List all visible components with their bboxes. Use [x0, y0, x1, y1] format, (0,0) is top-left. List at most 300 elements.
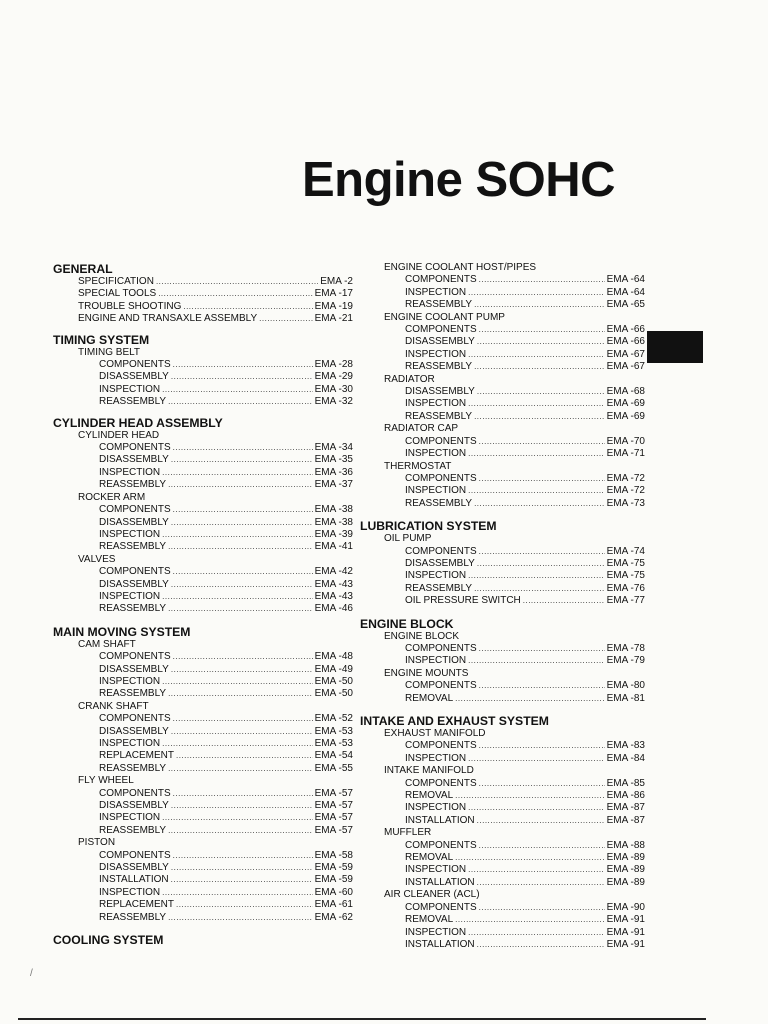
toc-section: [53, 333, 353, 409]
scan-mark: /: [30, 968, 33, 979]
entry-page-number: EMA -68: [606, 386, 645, 398]
entry-label: REASSEMBLY: [99, 396, 167, 408]
dot-leader: [173, 566, 313, 578]
dot-leader: [171, 800, 313, 812]
subsection-title: EXHAUST MANIFOLD: [384, 728, 486, 739]
dot-leader: [168, 603, 313, 615]
dot-leader: [477, 336, 605, 348]
entry-page-number: EMA -73: [606, 497, 645, 509]
dot-leader: [173, 442, 313, 454]
entry-label: COMPONENTS: [99, 566, 171, 578]
subsection-title: TIMING BELT: [78, 346, 141, 358]
entry-label: COMPONENTS: [405, 901, 477, 913]
dot-leader: [173, 651, 313, 663]
entry-page-number: EMA -66: [606, 324, 645, 336]
entry-label: INSPECTION: [405, 570, 467, 582]
entry-label: COMPONENTS: [405, 839, 477, 851]
entry-label: INSPECTION: [405, 348, 467, 360]
toc-entry[interactable]: [53, 529, 353, 541]
entry-label: COMPONENTS: [405, 435, 477, 447]
toc-entry[interactable]: [360, 753, 645, 765]
toc-entry[interactable]: [360, 570, 645, 582]
toc-entry[interactable]: [360, 349, 645, 361]
toc-entry[interactable]: [53, 454, 353, 466]
entry-page-number: EMA -89: [606, 852, 645, 864]
entry-label: INSPECTION: [99, 466, 161, 478]
dot-leader: [479, 778, 605, 790]
toc-section: [360, 714, 645, 951]
dot-leader: [468, 287, 605, 299]
toc-entry[interactable]: [360, 398, 645, 410]
toc-entry[interactable]: [53, 313, 353, 325]
entry-label: REASSEMBLY: [405, 410, 473, 422]
toc-section: [360, 617, 645, 705]
dot-leader: [162, 467, 313, 479]
toc-entry[interactable]: [360, 840, 645, 852]
entry-label: COMPONENTS: [99, 787, 171, 799]
subsection-title: CRANK SHAFT: [78, 700, 149, 712]
entry-label: INSPECTION: [99, 528, 161, 540]
entry-label: REASSEMBLY: [405, 299, 473, 311]
entry-label: INSPECTION: [405, 448, 467, 460]
toc-entry[interactable]: [53, 504, 353, 516]
dot-leader: [168, 479, 313, 491]
entry-page-number: EMA -36: [314, 466, 353, 478]
dot-leader: [479, 643, 605, 655]
entry-label: COMPONENTS: [99, 359, 171, 371]
toc-entry[interactable]: [53, 566, 353, 578]
dot-leader: [156, 276, 318, 288]
entry-label: COMPONENTS: [405, 740, 477, 752]
dot-leader: [171, 579, 313, 591]
subsection-title: VALVES: [78, 553, 116, 565]
entry-label: INSPECTION: [99, 812, 161, 824]
entry-label: DISASSEMBLY: [99, 800, 169, 812]
section-title: COOLING SYSTEM: [53, 933, 164, 948]
toc-entry[interactable]: [53, 467, 353, 479]
dot-leader: [173, 788, 313, 800]
subsection-title: RADIATOR CAP: [384, 423, 459, 435]
entry-page-number: EMA -91: [606, 938, 645, 950]
entry-label: REASSEMBLY: [99, 762, 167, 774]
entry-page-number: EMA -89: [606, 876, 645, 888]
dot-leader: [173, 713, 313, 725]
dot-leader: [168, 688, 313, 700]
toc-section: [53, 625, 353, 924]
entry-page-number: EMA -76: [606, 582, 645, 594]
toc-entry[interactable]: [360, 546, 645, 558]
toc-entry[interactable]: [360, 655, 645, 667]
entry-label: COMPONENTS: [99, 504, 171, 516]
entry-label: DISASSEMBLY: [99, 371, 169, 383]
entry-page-number: EMA -75: [606, 557, 645, 569]
entry-page-number: EMA -64: [606, 274, 645, 286]
dot-leader: [171, 371, 313, 383]
subsection-title: ENGINE MOUNTS: [384, 667, 469, 679]
entry-page-number: EMA -83: [606, 740, 645, 752]
entry-label: INSPECTION: [405, 286, 467, 298]
entry-page-number: EMA -37: [314, 479, 353, 491]
dot-leader: [455, 693, 604, 705]
entry-page-number: EMA -32: [314, 396, 353, 408]
toc-entry[interactable]: [53, 738, 353, 750]
entry-label: REASSEMBLY: [99, 479, 167, 491]
toc-entry[interactable]: [360, 411, 645, 423]
toc-entry[interactable]: [53, 651, 353, 663]
toc-entry[interactable]: [360, 448, 645, 460]
toc-entry[interactable]: [53, 676, 353, 688]
section-title: CYLINDER HEAD ASSEMBLY: [53, 415, 223, 430]
toc-entry[interactable]: [360, 778, 645, 790]
entry-page-number: EMA -48: [314, 651, 353, 663]
entry-page-number: EMA -89: [606, 864, 645, 876]
entry-page-number: EMA -67: [606, 361, 645, 373]
entry-page-number: EMA -29: [314, 371, 353, 383]
entry-label: INSTALLATION: [405, 938, 475, 950]
entry-page-number: EMA -72: [606, 485, 645, 497]
dot-leader: [523, 595, 605, 607]
entry-page-number: EMA -39: [314, 528, 353, 540]
toc-entry[interactable]: [360, 324, 645, 336]
entry-page-number: EMA -58: [314, 849, 353, 861]
dot-leader: [168, 763, 313, 775]
entry-page-number: EMA -38: [314, 516, 353, 528]
dot-leader: [468, 927, 605, 939]
toc-entry[interactable]: [360, 498, 645, 510]
toc-entry[interactable]: [360, 864, 645, 876]
entry-page-number: EMA -57: [314, 812, 353, 824]
toc-entry[interactable]: [53, 788, 353, 800]
entry-page-number: EMA -71: [606, 448, 645, 460]
subsection-title: MUFFLER: [384, 827, 432, 839]
toc-entry[interactable]: [53, 276, 353, 288]
entry-page-number: EMA -74: [606, 545, 645, 557]
entry-page-number: EMA -64: [606, 286, 645, 298]
dot-leader: [468, 802, 605, 814]
entry-page-number: EMA -80: [606, 680, 645, 692]
entry-page-number: EMA -53: [314, 738, 353, 749]
entry-label: INSPECTION: [405, 926, 467, 938]
dot-leader: [468, 485, 605, 497]
toc-entry[interactable]: [53, 579, 353, 591]
subsection-title: PISTON: [78, 837, 116, 849]
entry-page-number: EMA -43: [314, 578, 353, 590]
entry-label: COMPONENTS: [405, 680, 477, 692]
toc-entry[interactable]: [360, 473, 645, 485]
toc-entry[interactable]: [53, 384, 353, 396]
entry-page-number: EMA -62: [314, 911, 353, 923]
dot-leader: [173, 504, 313, 516]
toc-entry[interactable]: [360, 595, 645, 607]
subsection-title: ENGINE COOLANT PUMP: [384, 311, 505, 323]
toc-right-column: [360, 262, 645, 951]
entry-page-number: EMA -50: [314, 675, 353, 687]
dot-leader: [479, 840, 605, 852]
toc-entry[interactable]: [53, 726, 353, 738]
toc-entry[interactable]: [53, 887, 353, 899]
entry-label: REASSEMBLY: [405, 582, 473, 594]
dot-leader: [171, 862, 313, 874]
entry-page-number: EMA -87: [606, 802, 645, 814]
toc-entry[interactable]: [360, 558, 645, 570]
dot-leader: [468, 753, 605, 765]
dot-leader: [474, 411, 605, 423]
entry-label: REMOVAL: [405, 692, 454, 704]
dot-leader: [171, 664, 313, 676]
entry-label: INSPECTION: [99, 675, 161, 687]
toc-entry[interactable]: [53, 688, 353, 700]
toc-entry[interactable]: [53, 800, 353, 812]
dot-leader: [479, 680, 605, 692]
entry-label: DISASSEMBLY: [99, 454, 169, 466]
dot-leader: [468, 655, 605, 667]
subsection-title: AIR CLEANER (ACL): [384, 889, 480, 901]
dot-leader: [162, 591, 313, 603]
subsection-title: ENGINE BLOCK: [384, 630, 460, 642]
dot-leader: [477, 558, 605, 570]
entry-page-number: EMA -54: [314, 750, 353, 762]
entry-page-number: EMA -57: [314, 824, 353, 836]
entry-page-number: EMA -65: [606, 299, 645, 311]
page-title: Engine SOHC: [302, 153, 616, 207]
dot-leader: [455, 852, 604, 864]
dot-leader: [158, 288, 312, 300]
toc-entry[interactable]: [53, 479, 353, 491]
toc-section: [53, 933, 353, 947]
toc-entry[interactable]: [360, 643, 645, 655]
dot-leader: [479, 546, 605, 558]
entry-page-number: EMA -78: [606, 642, 645, 654]
toc-entry[interactable]: [53, 874, 353, 886]
entry-page-number: EMA -86: [606, 790, 645, 802]
dot-leader: [162, 887, 313, 899]
dot-leader: [468, 349, 605, 361]
dot-leader: [477, 386, 605, 398]
dot-leader: [259, 313, 313, 325]
dot-leader: [479, 740, 605, 752]
toc-entry[interactable]: [53, 862, 353, 874]
entry-label: INSTALLATION: [99, 874, 169, 886]
toc-entry[interactable]: [360, 802, 645, 814]
toc-entry[interactable]: [53, 603, 353, 615]
subsection-title: OIL PUMP: [384, 533, 432, 545]
entry-page-number: EMA -75: [606, 570, 645, 582]
entry-page-number: EMA -77: [606, 595, 645, 607]
dot-leader: [468, 448, 605, 460]
dot-leader: [479, 436, 605, 448]
toc-entry[interactable]: [360, 336, 645, 348]
entry-label: INSPECTION: [405, 485, 467, 497]
entry-label: SPECIAL TOOLS: [78, 288, 157, 300]
toc-entry[interactable]: [360, 740, 645, 752]
dot-leader: [479, 274, 605, 286]
subsection-title: FLY WHEEL: [78, 775, 134, 787]
entry-page-number: EMA -66: [606, 336, 645, 348]
section-title: TIMING SYSTEM: [53, 332, 150, 347]
toc-entry[interactable]: [360, 815, 645, 827]
toc-entry[interactable]: [360, 939, 645, 951]
subsection-title: INTAKE MANIFOLD: [384, 765, 474, 777]
toc-entry[interactable]: [360, 299, 645, 311]
subsection-title: RADIATOR: [384, 373, 435, 385]
toc-entry[interactable]: [53, 850, 353, 862]
toc-entry[interactable]: [360, 436, 645, 448]
entry-label: REASSEMBLY: [99, 688, 167, 700]
toc-entry[interactable]: [53, 912, 353, 924]
dot-leader: [176, 750, 313, 762]
toc-entry[interactable]: [360, 274, 645, 286]
dot-leader: [455, 914, 604, 926]
entry-label: INSPECTION: [405, 864, 467, 876]
toc-entry[interactable]: [360, 790, 645, 802]
entry-page-number: EMA -30: [314, 383, 353, 395]
section-tab-marker: [647, 331, 703, 363]
entry-page-number: EMA -53: [314, 725, 353, 737]
entry-label: INSTALLATION: [405, 876, 475, 888]
dot-leader: [168, 825, 313, 837]
section-title: INTAKE AND EXHAUST SYSTEM: [360, 714, 549, 728]
entry-page-number: EMA -50: [314, 688, 353, 700]
entry-label: OIL PRESSURE SWITCH: [405, 595, 521, 607]
dot-leader: [477, 877, 605, 889]
entry-label: COMPONENTS: [405, 642, 477, 654]
entry-page-number: EMA -28: [314, 359, 353, 371]
toc-entry[interactable]: [360, 877, 645, 889]
entry-label: DISASSEMBLY: [99, 725, 169, 737]
toc-entry[interactable]: [360, 914, 645, 926]
toc-entry[interactable]: [360, 852, 645, 864]
entry-label: COMPONENTS: [99, 651, 171, 663]
toc-entry[interactable]: [53, 591, 353, 603]
toc-entry[interactable]: [360, 386, 645, 398]
dot-leader: [162, 676, 313, 688]
entry-label: DISASSEMBLY: [405, 557, 475, 569]
entry-page-number: EMA -17: [314, 288, 353, 300]
toc-entry[interactable]: [360, 902, 645, 914]
dot-leader: [455, 790, 604, 802]
entry-page-number: EMA -57: [314, 787, 353, 799]
bottom-rule: [18, 1018, 706, 1020]
dot-leader: [168, 396, 313, 408]
dot-leader: [477, 939, 605, 951]
entry-page-number: EMA -60: [314, 886, 353, 898]
entry-label: REASSEMBLY: [99, 603, 167, 615]
toc-section: [53, 416, 353, 616]
toc-entry[interactable]: [360, 680, 645, 692]
toc-entry[interactable]: [53, 371, 353, 383]
toc-entry[interactable]: [53, 899, 353, 911]
dot-leader: [474, 361, 605, 373]
entry-page-number: EMA -69: [606, 398, 645, 410]
entry-label: INSPECTION: [405, 752, 467, 764]
toc-entry[interactable]: [53, 825, 353, 837]
entry-page-number: EMA -91: [606, 926, 645, 938]
entry-page-number: EMA -72: [606, 472, 645, 484]
toc-entry[interactable]: [360, 287, 645, 299]
subsection-title: CAM SHAFT: [78, 638, 136, 650]
entry-page-number: EMA -59: [314, 874, 353, 886]
entry-page-number: EMA -35: [314, 454, 353, 466]
dot-leader: [168, 541, 313, 553]
toc-entry[interactable]: [53, 517, 353, 529]
entry-page-number: EMA -57: [314, 800, 353, 812]
section-title: LUBRICATION SYSTEM: [360, 519, 497, 534]
toc-entry[interactable]: [360, 361, 645, 373]
dot-leader: [176, 899, 313, 911]
entry-label: COMPONENTS: [405, 545, 477, 557]
dot-leader: [173, 359, 313, 371]
entry-label: DISASSEMBLY: [99, 516, 169, 528]
entry-page-number: EMA -21: [314, 313, 353, 325]
toc-entry[interactable]: [53, 541, 353, 553]
dot-leader: [474, 299, 605, 311]
toc-entry[interactable]: [53, 288, 353, 300]
toc-entry[interactable]: [360, 927, 645, 939]
entry-page-number: EMA -67: [606, 348, 645, 360]
entry-label: REPLACEMENT: [99, 750, 175, 762]
entry-page-number: EMA -69: [606, 410, 645, 422]
entry-label: INSPECTION: [405, 655, 467, 667]
toc-entry[interactable]: [53, 442, 353, 454]
toc-entry[interactable]: [53, 664, 353, 676]
entry-page-number: EMA -2: [320, 276, 353, 287]
entry-page-number: EMA -61: [314, 899, 353, 911]
toc-entry[interactable]: [53, 396, 353, 408]
toc-entry[interactable]: [53, 763, 353, 775]
toc-entry[interactable]: [53, 812, 353, 824]
toc-entry[interactable]: [360, 485, 645, 497]
entry-page-number: EMA -19: [314, 300, 353, 312]
entry-label: REASSEMBLY: [99, 541, 167, 553]
entry-label: REASSEMBLY: [405, 361, 473, 373]
entry-page-number: EMA -79: [606, 655, 645, 667]
dot-leader: [162, 529, 313, 541]
toc-entry[interactable]: [360, 583, 645, 595]
entry-page-number: EMA -59: [314, 862, 353, 874]
entry-label: REASSEMBLY: [99, 911, 167, 923]
entry-page-number: EMA -46: [314, 603, 353, 615]
toc-entry[interactable]: [53, 359, 353, 371]
entry-page-number: EMA -81: [606, 692, 645, 704]
toc-entry[interactable]: [53, 713, 353, 725]
entry-label: INSPECTION: [99, 886, 161, 898]
toc-entry[interactable]: [53, 301, 353, 313]
entry-label: DISASSEMBLY: [405, 336, 475, 348]
toc-entry[interactable]: [360, 693, 645, 705]
entry-label: REMOVAL: [405, 790, 454, 802]
dot-leader: [474, 583, 605, 595]
entry-page-number: EMA -88: [606, 839, 645, 851]
entry-page-number: EMA -90: [606, 901, 645, 913]
entry-label: COMPONENTS: [405, 274, 477, 286]
entry-label: DISASSEMBLY: [405, 386, 475, 398]
toc-section: [360, 262, 645, 510]
entry-label: REASSEMBLY: [405, 497, 473, 509]
dot-leader: [173, 850, 313, 862]
entry-label: COMPONENTS: [99, 442, 171, 454]
entry-label: INSPECTION: [99, 383, 161, 395]
entry-label: INSPECTION: [405, 398, 467, 410]
dot-leader: [171, 454, 313, 466]
entry-label: REMOVAL: [405, 914, 454, 926]
entry-page-number: EMA -87: [606, 814, 645, 826]
entry-label: ENGINE AND TRANSAXLE ASSEMBLY: [78, 313, 258, 325]
toc-entry[interactable]: [53, 750, 353, 762]
dot-leader: [171, 874, 313, 886]
dot-leader: [477, 815, 605, 827]
dot-leader: [171, 517, 313, 529]
entry-label: DISASSEMBLY: [99, 663, 169, 675]
